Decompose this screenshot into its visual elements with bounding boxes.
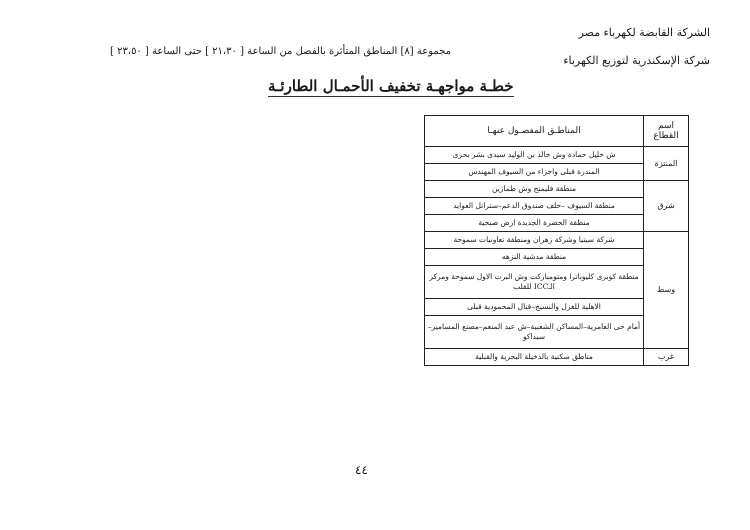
area-cell: منطقة مدشية النزهه: [425, 249, 644, 266]
group-caption: مجموعة [٨] المناطق المتأثرة بالفصل من الساعة [ ٢١،٣٠ ] حتى الساعة [ ٢٣،٥٠ ]: [110, 46, 451, 57]
area-cell: مناطق سكنية بالدخيلة البحرية والقبلية: [425, 349, 644, 366]
table-header-row: [425, 116, 689, 147]
area-cell: منطقة فليمنج وش طمازين: [425, 181, 644, 198]
table-row: [425, 147, 689, 164]
sector-name: وسط: [644, 232, 689, 349]
header-areas: المناطـق المفصـول عنهـا: [425, 116, 644, 147]
sector-name: غرب: [644, 349, 689, 366]
table-row: [425, 349, 689, 366]
table-row: [425, 232, 689, 249]
area-cell: المندرة قبلى واجزاء من السيوف المهندس: [425, 164, 644, 181]
area-cell: منطقة الحضرة الجديدة ارض صبحية: [425, 215, 644, 232]
sector-name: شرق: [644, 181, 689, 232]
page-number: ٤٤: [355, 463, 368, 477]
org-company-name: شركة الإسكندرية لتوزيع الكهرباء: [563, 54, 710, 67]
area-cell: شركة سيتيا وشركة زهران ومنطقة تعاونيات سموحة: [425, 232, 644, 249]
area-cell: منطقة كوبرى كليوباترا ومتومباركت وش البرت الاول سموحة ومركز الـICC للقلب: [425, 266, 644, 299]
document-title: خطـة مواجهـة تخفيف الأحمـال الطارئـة: [268, 77, 514, 95]
header-sector: اسم القطاع: [644, 116, 689, 147]
area-cell: منطقة السيوف –خلف صندوق الدعم–ستراتل العوايد: [425, 198, 644, 215]
sector-name: المنتزة: [644, 147, 689, 181]
area-cell: أمام حى العامرية–المساكن الشعبية–ش عبد المنعم–مصنع المسامير– سيداكو: [425, 316, 644, 349]
table-row: [425, 181, 689, 198]
area-cell: ش خليل حمادة وش خالد بن الوليد سيدى بشر بحرى: [425, 147, 644, 164]
org-holding-name: الشركة القابضة لكهرباء مصر: [578, 26, 710, 39]
load-shedding-table: [424, 115, 689, 366]
area-cell: الاهلية للغزل والنسيج–قنال المحمودية قبلى: [425, 299, 644, 316]
